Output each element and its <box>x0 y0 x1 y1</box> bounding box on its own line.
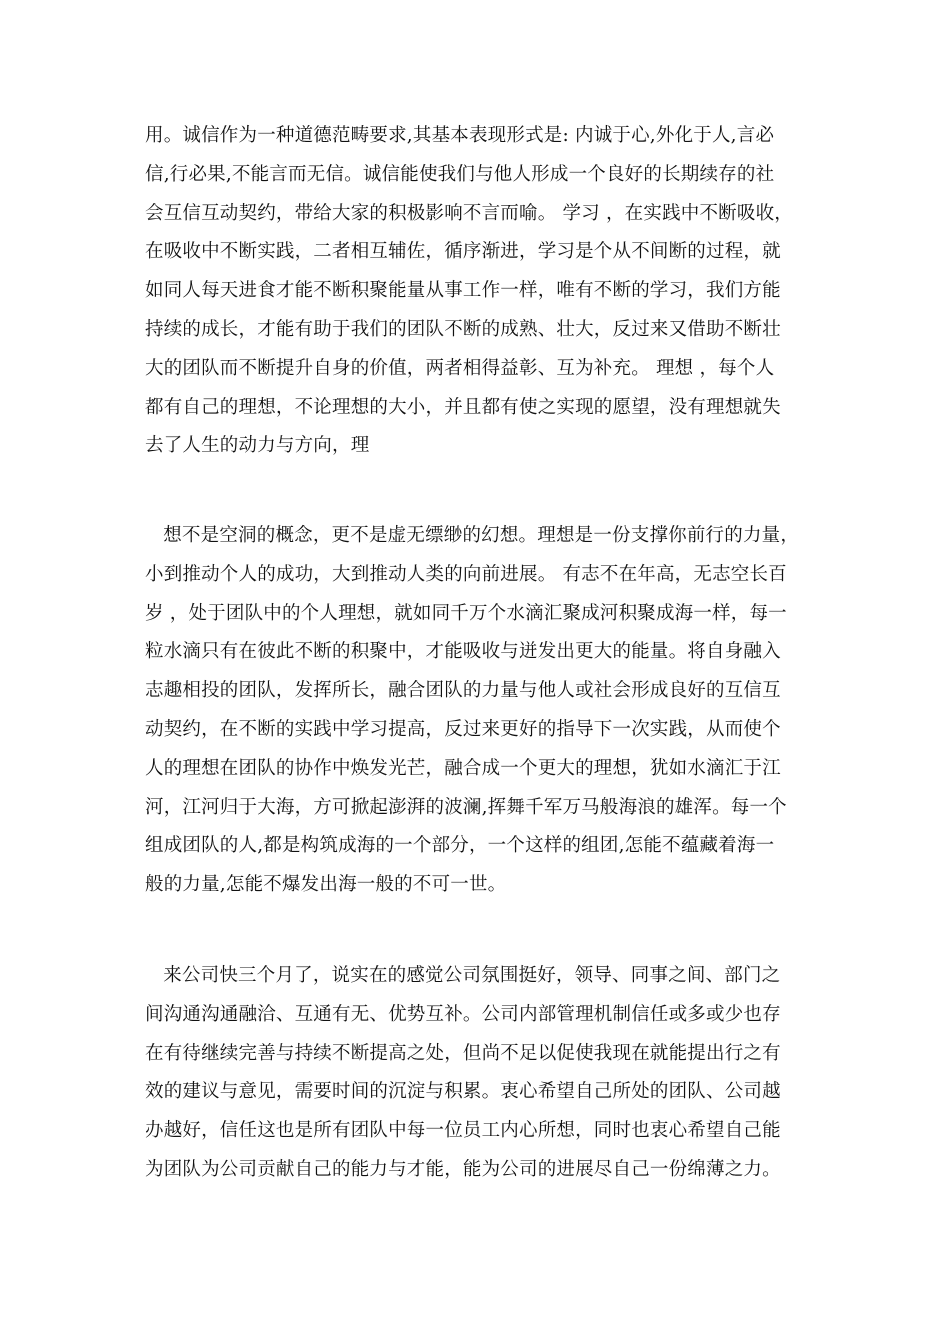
text-line: 去了人生的动力与方向，理 <box>145 435 370 457</box>
paragraph-company-feelings <box>145 957 781 1190</box>
text-line: 办越好，信任这也是所有团队中每一位员工内心所想，同时也衷心希望自己能 <box>145 1120 781 1142</box>
text-line: 动契约，在不断的实践中学习提高，反过来更好的指导下一次实践，从而使个 <box>145 718 781 740</box>
text-line: 粒水滴只有在彼此不断的积聚中，才能吸收与迸发出更大的能量。将自身融入 <box>145 641 781 663</box>
text-line: 来公司快三个月了，说实在的感觉公司氛围挺好，领导、同事之间、部门之 <box>145 965 781 986</box>
text-line: 大的团队而不断提升自身的价值，两者相得益彰、互为补充。 理想 ，每个人 <box>145 357 775 379</box>
text-line: 用。诚信作为一种道德范畴要求,其基本表现形式是: 内诚于心,外化于人,言必 <box>145 125 775 146</box>
text-line: 组成团队的人,都是构筑成海的一个部分，一个这样的组团,怎能不蕴藏着海一 <box>145 835 775 857</box>
text-line: 信,行必果,不能言而无信。诚信能使我们与他人形成一个良好的长期续存的社 <box>145 163 775 185</box>
text-line: 间沟通沟通融洽、互通有无、优势互补。公司内部管理机制信任或多或少也存 <box>145 1003 781 1025</box>
text-line: 般的力量,怎能不爆发出海一般的不可一世。 <box>145 874 507 896</box>
text-line: 在有待继续完善与持续不断提高之处，但尚不足以促使我现在就能提出行之有 <box>145 1042 781 1064</box>
text-line: 效的建议与意见，需要时间的沉淀与积累。衷心希望自己所处的团队、公司越 <box>145 1081 781 1103</box>
paragraph-integrity-learning <box>145 117 793 466</box>
text-line: 会互信互动契约，带给大家的积极影响不言而喻。 学习 ，在实践中不断吸收， <box>145 202 793 224</box>
text-line: 持续的成长，才能有助于我们的团队不断的成熟、壮大，反过来又借助不断壮 <box>145 318 781 340</box>
text-line: 如同人每天进食才能不断积聚能量从事工作一样，唯有不断的学习，我们方能 <box>145 280 781 302</box>
paragraph-ideals <box>145 517 799 905</box>
text-line: 小到推动个人的成功，大到推动人类的向前进展。 有志不在年高，无志空长百 <box>145 563 787 585</box>
text-line: 岁 ，处于团队中的个人理想，就如同千万个水滴汇聚成河积聚成海一样，每一 <box>145 602 787 624</box>
text-line: 都有自己的理想，不论理想的大小，并且都有使之实现的愿望，没有理想就失 <box>145 396 781 418</box>
text-line: 志趣相投的团队，发挥所长，融合团队的力量与他人或社会形成良好的互信互 <box>145 680 781 702</box>
text-line: 为团队为公司贡献自己的能力与才能，能为公司的进展尽自己一份绵薄之力。 <box>145 1158 781 1180</box>
text-line: 人的理想在团队的协作中焕发光芒，融合成一个更大的理想，犹如水滴汇于江 <box>145 757 781 779</box>
text-line: 在吸收中不断实践，二者相互辅佐，循序渐进，学习是个从不间断的过程，就 <box>145 241 781 263</box>
text-line: 想不是空洞的概念，更不是虚无缥缈的幻想。理想是一份支撑你前行的力量， <box>145 525 800 546</box>
text-line: 河，江河归于大海，方可掀起澎湃的波澜,挥舞千军万马般海浪的雄浑。每一个 <box>145 796 787 818</box>
